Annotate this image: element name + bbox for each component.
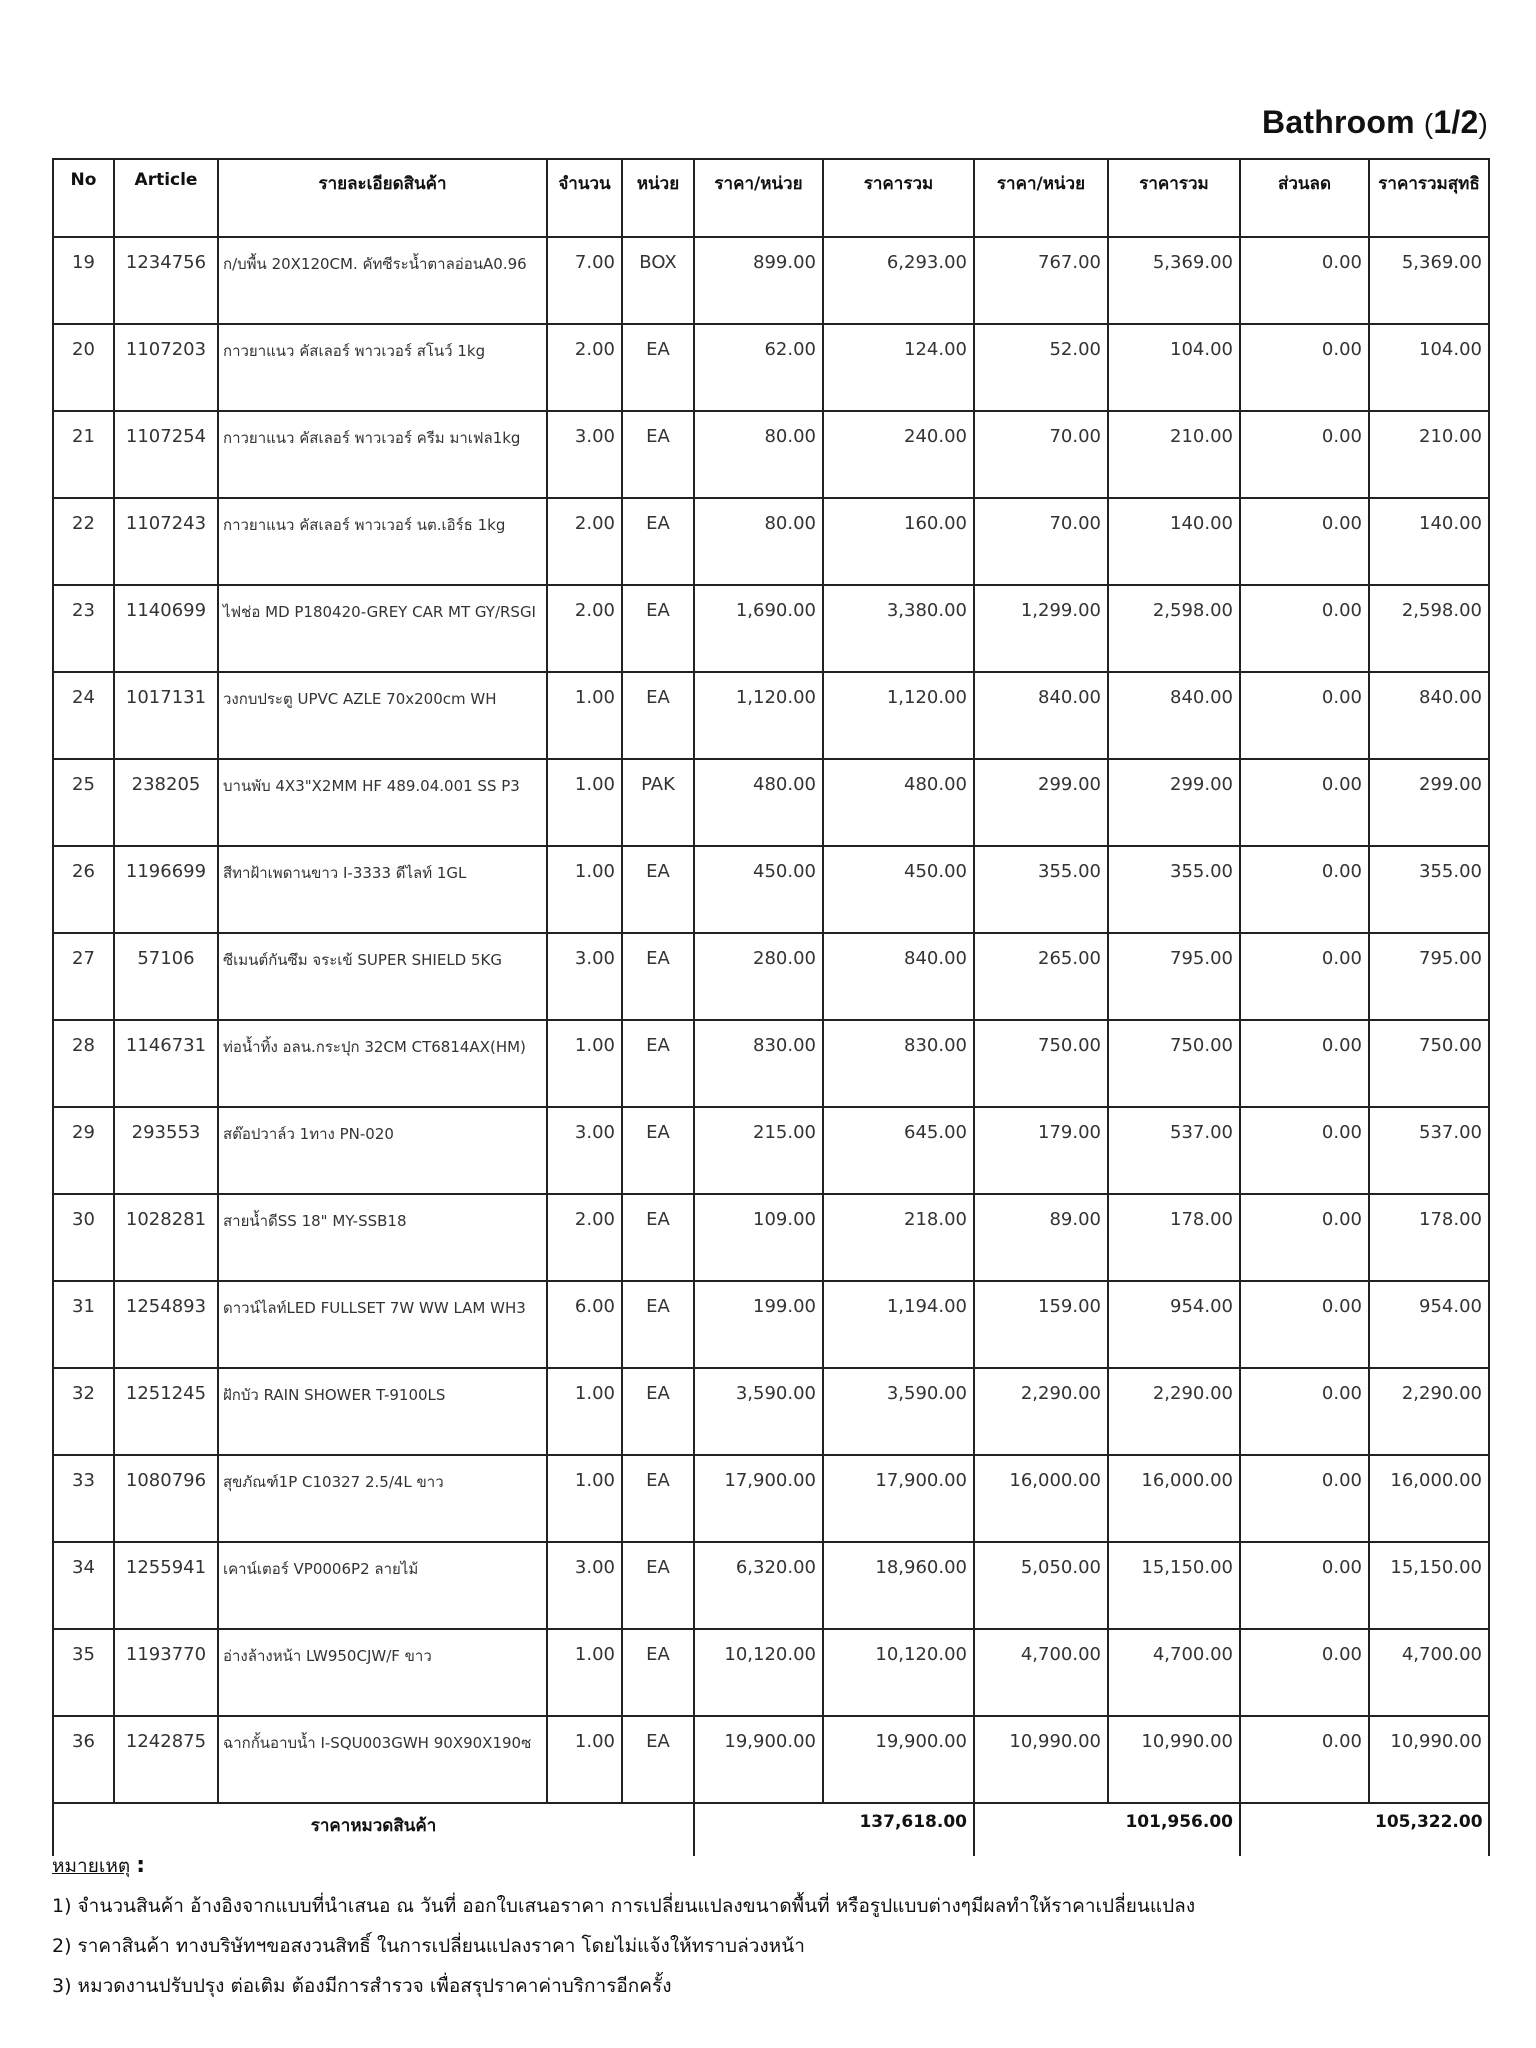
cell-article: 1196699 [114,846,218,933]
table-row [53,759,1489,846]
cell-list-total: 480.00 [823,759,974,846]
cell-no: 28 [53,1020,114,1107]
cell-list-total: 450.00 [823,846,974,933]
cell-article: 1255941 [114,1542,218,1629]
cell-list-total: 218.00 [823,1194,974,1281]
cell-unit-price: 159.00 [974,1281,1108,1368]
col-header-unit: หน่วย [622,159,694,237]
cell-unit-price: 767.00 [974,237,1108,324]
cell-quantity: 1.00 [547,1455,622,1542]
quotation-table [52,158,1490,1856]
cell-unit: EA [622,1020,694,1107]
table-row [53,1629,1489,1716]
cell-list-total: 1,120.00 [823,672,974,759]
cell-quantity: 1.00 [547,672,622,759]
title-name: Bathroom [1262,104,1415,140]
cell-article: 1234756 [114,237,218,324]
cell-list-total: 3,380.00 [823,585,974,672]
cell-no: 29 [53,1107,114,1194]
cell-net-total: 840.00 [1369,672,1489,759]
cell-net-total: 355.00 [1369,846,1489,933]
footer-spacer-3 [1240,1803,1369,1856]
cell-net-total: 4,700.00 [1369,1629,1489,1716]
table-row [53,585,1489,672]
cell-no: 30 [53,1194,114,1281]
cell-list-total: 18,960.00 [823,1542,974,1629]
cell-unit-price: 5,050.00 [974,1542,1108,1629]
table-row [53,498,1489,585]
cell-description: ก/บพื้น 20X120CM. คัทซีระน้ำตาลอ่อนA0.96 [218,237,547,324]
cell-unit-price: 2,290.00 [974,1368,1108,1455]
cell-discount: 0.00 [1240,846,1369,933]
cell-unit-price: 89.00 [974,1194,1108,1281]
cell-total: 537.00 [1108,1107,1240,1194]
cell-discount: 0.00 [1240,1107,1369,1194]
cell-total: 954.00 [1108,1281,1240,1368]
cell-description: อ่างล้างหน้า LW950CJW/F ขาว [218,1629,547,1716]
cell-unit-price: 70.00 [974,498,1108,585]
cell-list-unit-price: 215.00 [694,1107,823,1194]
cell-discount: 0.00 [1240,1281,1369,1368]
cell-no: 36 [53,1716,114,1803]
cell-quantity: 3.00 [547,1107,622,1194]
cell-net-total: 15,150.00 [1369,1542,1489,1629]
cell-unit: EA [622,1629,694,1716]
cell-list-unit-price: 450.00 [694,846,823,933]
cell-discount: 0.00 [1240,933,1369,1020]
cell-unit-price: 265.00 [974,933,1108,1020]
cell-list-unit-price: 62.00 [694,324,823,411]
table-row [53,1194,1489,1281]
notes-colon: : [136,1853,146,1878]
cell-net-total: 140.00 [1369,498,1489,585]
cell-no: 22 [53,498,114,585]
cell-net-total: 10,990.00 [1369,1716,1489,1803]
cell-list-unit-price: 80.00 [694,411,823,498]
cell-list-unit-price: 6,320.00 [694,1542,823,1629]
cell-unit: EA [622,1107,694,1194]
cell-list-total: 124.00 [823,324,974,411]
note-line-2: 2) ราคาสินค้า ทางบริษัทฯขอสงวนสิทธิ์ ในการเปลี่ยนแปลงราคา โดยไม่แจ้งให้ทราบล่วงหน้า [52,1935,805,1957]
cell-list-total: 19,900.00 [823,1716,974,1803]
cell-article: 1251245 [114,1368,218,1455]
cell-net-total: 299.00 [1369,759,1489,846]
table-row [53,1020,1489,1107]
col-header-description: รายละเอียดสินค้า [218,159,547,237]
col-header-total: ราคารวม [1108,159,1240,237]
cell-unit: EA [622,1716,694,1803]
cell-list-unit-price: 109.00 [694,1194,823,1281]
cell-description: กาวยาแนว คัสเลอร์ พาวเวอร์ นต.เอิร์ธ 1kg [218,498,547,585]
cell-list-total: 17,900.00 [823,1455,974,1542]
cell-no: 31 [53,1281,114,1368]
cell-unit: EA [622,411,694,498]
cell-discount: 0.00 [1240,237,1369,324]
col-header-unit-price: ราคา/หน่วย [974,159,1108,237]
cell-total: 2,598.00 [1108,585,1240,672]
cell-unit: EA [622,1542,694,1629]
cell-quantity: 2.00 [547,585,622,672]
cell-unit-price: 52.00 [974,324,1108,411]
cell-total: 2,290.00 [1108,1368,1240,1455]
cell-total: 750.00 [1108,1020,1240,1107]
cell-unit-price: 1,299.00 [974,585,1108,672]
cell-unit-price: 750.00 [974,1020,1108,1107]
col-header-net-total: ราคารวมสุทธิ [1369,159,1489,237]
note-line-3: 3) หมวดงานปรับปรุง ต่อเติม ต้องมีการสำรวจ เพื่อสรุปราคาค่าบริการอีกครั้ง [52,1975,672,1997]
cell-unit: EA [622,1368,694,1455]
cell-unit-price: 179.00 [974,1107,1108,1194]
cell-discount: 0.00 [1240,585,1369,672]
cell-quantity: 1.00 [547,1368,622,1455]
cell-article: 1107254 [114,411,218,498]
cell-no: 32 [53,1368,114,1455]
cell-description: ดาวน์ไลท์LED FULLSET 7W WW LAM WH3 [218,1281,547,1368]
cell-total: 178.00 [1108,1194,1240,1281]
cell-article: 1146731 [114,1020,218,1107]
cell-unit: EA [622,585,694,672]
cell-net-total: 795.00 [1369,933,1489,1020]
table-body [53,237,1489,1803]
cell-total: 299.00 [1108,759,1240,846]
cell-description: สุขภัณฑ์1P C10327 2.5/4L ขาว [218,1455,547,1542]
cell-list-total: 1,194.00 [823,1281,974,1368]
cell-no: 20 [53,324,114,411]
cell-description: เคาน์เตอร์ VP0006P2 ลายไม้ [218,1542,547,1629]
cell-quantity: 1.00 [547,1020,622,1107]
cell-list-total: 645.00 [823,1107,974,1194]
cell-net-total: 16,000.00 [1369,1455,1489,1542]
cell-net-total: 2,290.00 [1369,1368,1489,1455]
cell-unit: BOX [622,237,694,324]
cell-total: 140.00 [1108,498,1240,585]
cell-list-total: 830.00 [823,1020,974,1107]
cell-description: ฝักบัว RAIN SHOWER T-9100LS [218,1368,547,1455]
cell-quantity: 7.00 [547,237,622,324]
cell-discount: 0.00 [1240,411,1369,498]
cell-list-unit-price: 480.00 [694,759,823,846]
cell-net-total: 178.00 [1369,1194,1489,1281]
cell-quantity: 1.00 [547,1716,622,1803]
cell-article: 238205 [114,759,218,846]
cell-discount: 0.00 [1240,1629,1369,1716]
cell-total: 5,369.00 [1108,237,1240,324]
cell-total: 16,000.00 [1108,1455,1240,1542]
cell-quantity: 1.00 [547,1629,622,1716]
cell-no: 21 [53,411,114,498]
page-title [1262,104,1488,141]
cell-no: 23 [53,585,114,672]
cell-net-total: 5,369.00 [1369,237,1489,324]
cell-description: บานพับ 4X3"X2MM HF 489.04.001 SS P3 [218,759,547,846]
notes [52,1846,1195,2006]
cell-unit: EA [622,933,694,1020]
col-header-article: Article [114,159,218,237]
category-total-unit: 101,956.00 [1108,1803,1240,1856]
cell-discount: 0.00 [1240,324,1369,411]
cell-unit: EA [622,1194,694,1281]
table-row [53,1107,1489,1194]
cell-total: 795.00 [1108,933,1240,1020]
cell-net-total: 210.00 [1369,411,1489,498]
cell-discount: 0.00 [1240,1716,1369,1803]
cell-list-unit-price: 899.00 [694,237,823,324]
note-line-1: 1) จำนวนสินค้า อ้างอิงจากแบบที่นำเสนอ ณ วันที่ ออกใบเสนอราคา การเปลี่ยนแปลงขนาดพื้นที่ หรือรูปแบบต่างๆมีผลทำให้ราคาเปลี่ยนแปลง [52,1895,1196,1917]
col-header-list-total: ราคารวม [823,159,974,237]
cell-list-unit-price: 830.00 [694,1020,823,1107]
cell-unit: EA [622,1281,694,1368]
cell-net-total: 954.00 [1369,1281,1489,1368]
cell-list-unit-price: 10,120.00 [694,1629,823,1716]
cell-unit-price: 10,990.00 [974,1716,1108,1803]
category-total-label: ราคาหมวดสินค้า [53,1803,694,1856]
cell-discount: 0.00 [1240,1368,1369,1455]
cell-article: 57106 [114,933,218,1020]
cell-no: 24 [53,672,114,759]
cell-list-total: 240.00 [823,411,974,498]
cell-description: กาวยาแนว คัสเลอร์ พาวเวอร์ ครีม มาเฟล1kg [218,411,547,498]
cell-no: 25 [53,759,114,846]
cell-unit-price: 355.00 [974,846,1108,933]
category-total-net: 105,322.00 [1369,1803,1489,1856]
notes-heading: หมายเหตุ [52,1855,131,1877]
cell-quantity: 2.00 [547,1194,622,1281]
cell-quantity: 1.00 [547,846,622,933]
cell-no: 34 [53,1542,114,1629]
cell-total: 4,700.00 [1108,1629,1240,1716]
cell-no: 27 [53,933,114,1020]
cell-list-unit-price: 19,900.00 [694,1716,823,1803]
cell-description: ฉากกั้นอาบน้ำ I-SQU003GWH 90X90X190ซ [218,1716,547,1803]
table-row [53,411,1489,498]
cell-quantity: 3.00 [547,933,622,1020]
cell-total: 10,990.00 [1108,1716,1240,1803]
cell-unit-price: 16,000.00 [974,1455,1108,1542]
title-page: 1/2 [1433,104,1479,140]
cell-article: 1193770 [114,1629,218,1716]
cell-quantity: 1.00 [547,759,622,846]
cell-no: 35 [53,1629,114,1716]
cell-article: 1140699 [114,585,218,672]
cell-description: กาวยาแนว คัสเลอร์ พาวเวอร์ สโนว์ 1kg [218,324,547,411]
cell-article: 1107203 [114,324,218,411]
cell-description: ท่อน้ำทิ้ง อลน.กระปุก 32CM CT6814AX(HM) [218,1020,547,1107]
cell-quantity: 2.00 [547,498,622,585]
cell-quantity: 2.00 [547,324,622,411]
title-paren-close: ) [1478,108,1488,139]
title-paren-open: ( [1423,108,1434,139]
table-row [53,1368,1489,1455]
cell-description: สีทาฝ้าเพดานขาว I-3333 ดีไลท์ 1GL [218,846,547,933]
cell-article: 1017131 [114,672,218,759]
cell-description: ไฟช่อ MD P180420-GREY CAR MT GY/RSGI [218,585,547,672]
cell-total: 210.00 [1108,411,1240,498]
cell-list-unit-price: 199.00 [694,1281,823,1368]
cell-net-total: 2,598.00 [1369,585,1489,672]
cell-description: สายน้ำดีSS 18" MY-SSB18 [218,1194,547,1281]
cell-unit: EA [622,1455,694,1542]
cell-list-unit-price: 1,690.00 [694,585,823,672]
cell-unit: EA [622,498,694,585]
cell-list-unit-price: 3,590.00 [694,1368,823,1455]
cell-unit: PAK [622,759,694,846]
cell-unit-price: 840.00 [974,672,1108,759]
cell-description: สต๊อปวาล์ว 1ทาง PN-020 [218,1107,547,1194]
cell-discount: 0.00 [1240,498,1369,585]
cell-total: 840.00 [1108,672,1240,759]
cell-discount: 0.00 [1240,1020,1369,1107]
cell-description: ซีเมนต์กันซึม จระเข้ SUPER SHIELD 5KG [218,933,547,1020]
cell-list-unit-price: 280.00 [694,933,823,1020]
cell-no: 19 [53,237,114,324]
notes-heading-line [52,1846,1195,1886]
col-header-discount: ส่วนลด [1240,159,1369,237]
table-row [53,933,1489,1020]
cell-list-total: 840.00 [823,933,974,1020]
cell-total: 355.00 [1108,846,1240,933]
cell-list-unit-price: 1,120.00 [694,672,823,759]
col-header-no: No [53,159,114,237]
table-row [53,324,1489,411]
cell-discount: 0.00 [1240,759,1369,846]
cell-total: 104.00 [1108,324,1240,411]
cell-unit: EA [622,324,694,411]
cell-quantity: 3.00 [547,1542,622,1629]
cell-net-total: 104.00 [1369,324,1489,411]
cell-discount: 0.00 [1240,1194,1369,1281]
cell-article: 293553 [114,1107,218,1194]
cell-list-total: 3,590.00 [823,1368,974,1455]
cell-list-unit-price: 17,900.00 [694,1455,823,1542]
cell-quantity: 6.00 [547,1281,622,1368]
header-row [53,159,1489,237]
cell-article: 1242875 [114,1716,218,1803]
cell-no: 33 [53,1455,114,1542]
table-row [53,1455,1489,1542]
table-row [53,672,1489,759]
cell-discount: 0.00 [1240,672,1369,759]
table-row [53,237,1489,324]
cell-list-total: 6,293.00 [823,237,974,324]
cell-article: 1080796 [114,1455,218,1542]
cell-discount: 0.00 [1240,1455,1369,1542]
table-row [53,1542,1489,1629]
cell-list-total: 160.00 [823,498,974,585]
cell-description: วงกบประตู UPVC AZLE 70x200cm WH [218,672,547,759]
cell-unit-price: 70.00 [974,411,1108,498]
cell-unit-price: 4,700.00 [974,1629,1108,1716]
cell-net-total: 750.00 [1369,1020,1489,1107]
table-row [53,846,1489,933]
col-header-quantity: จำนวน [547,159,622,237]
cell-article: 1028281 [114,1194,218,1281]
cell-unit-price: 299.00 [974,759,1108,846]
category-total-list: 137,618.00 [823,1803,974,1856]
cell-unit: EA [622,846,694,933]
table-row [53,1716,1489,1803]
cell-list-total: 10,120.00 [823,1629,974,1716]
cell-article: 1254893 [114,1281,218,1368]
cell-net-total: 537.00 [1369,1107,1489,1194]
table-row [53,1281,1489,1368]
cell-unit: EA [622,672,694,759]
cell-discount: 0.00 [1240,1542,1369,1629]
cell-no: 26 [53,846,114,933]
cell-list-unit-price: 80.00 [694,498,823,585]
cell-quantity: 3.00 [547,411,622,498]
cell-article: 1107243 [114,498,218,585]
cell-total: 15,150.00 [1108,1542,1240,1629]
col-header-list-unit-price: ราคา/หน่วย [694,159,823,237]
